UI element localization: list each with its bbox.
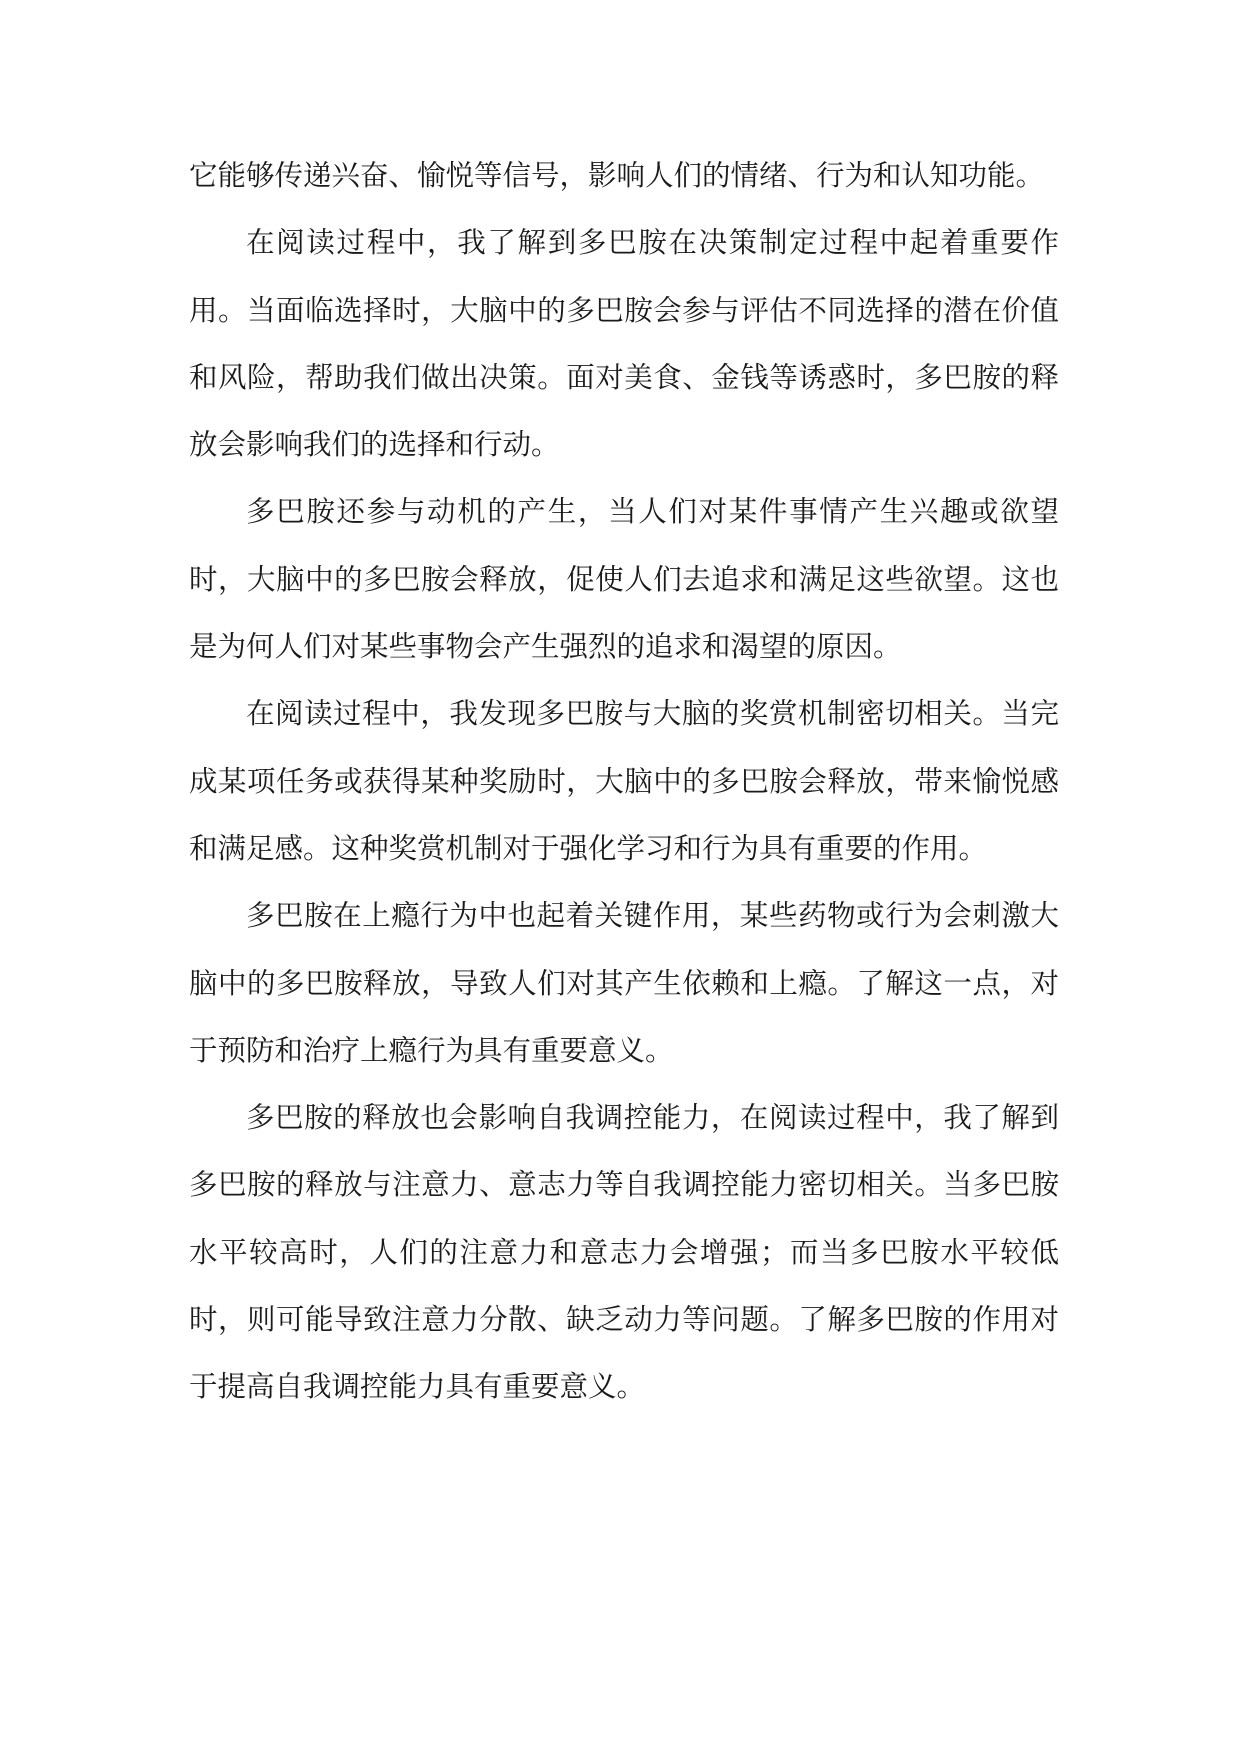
paragraph-2: 在阅读过程中，我了解到多巴胺在决策制定过程中起着重要作用。当面临选择时，大脑中的多巴胺会参与评估不同选择的潜在价值和风险，帮助我们做出决策。面对美食、金钱等诱惑时，多巴胺的释放会影响我们的选择和行动。: [189, 226, 1059, 462]
paragraph-5: 多巴胺在上瘾行为中也起着关键作用，某些药物或行为会刺激大脑中的多巴胺释放，导致人们对其产生依赖和上瘾。了解这一点，对于预防和治疗上瘾行为具有重要意义。: [189, 899, 1059, 1067]
body-text: [189, 142, 1059, 1421]
paragraph-1: 它能够传递兴奋、愉悦等信号，影响人们的情绪、行为和认知功能。: [189, 159, 1045, 192]
paragraph-6: 多巴胺的释放也会影响自我调控能力，在阅读过程中，我了解到多巴胺的释放与注意力、意志力等自我调控能力密切相关。当多巴胺水平较高时，人们的注意力和意志力会增强；而当多巴胺水平较低时，则可能导致注意力分散、缺乏动力等问题。了解多巴胺的作用对于提高自我调控能力具有重要意义。: [189, 1101, 1059, 1404]
paragraph-4: 在阅读过程中，我发现多巴胺与大脑的奖赏机制密切相关。当完成某项任务或获得某种奖励时，大脑中的多巴胺会释放，带来愉悦感和满足感。这种奖赏机制对于强化学习和行为具有重要的作用。: [189, 697, 1059, 865]
paragraph-3: 多巴胺还参与动机的产生，当人们对某件事情产生兴趣或欲望时，大脑中的多巴胺会释放，促使人们去追求和满足这些欲望。这也是为何人们对某些事物会产生强烈的追求和渴望的原因。: [189, 495, 1059, 664]
